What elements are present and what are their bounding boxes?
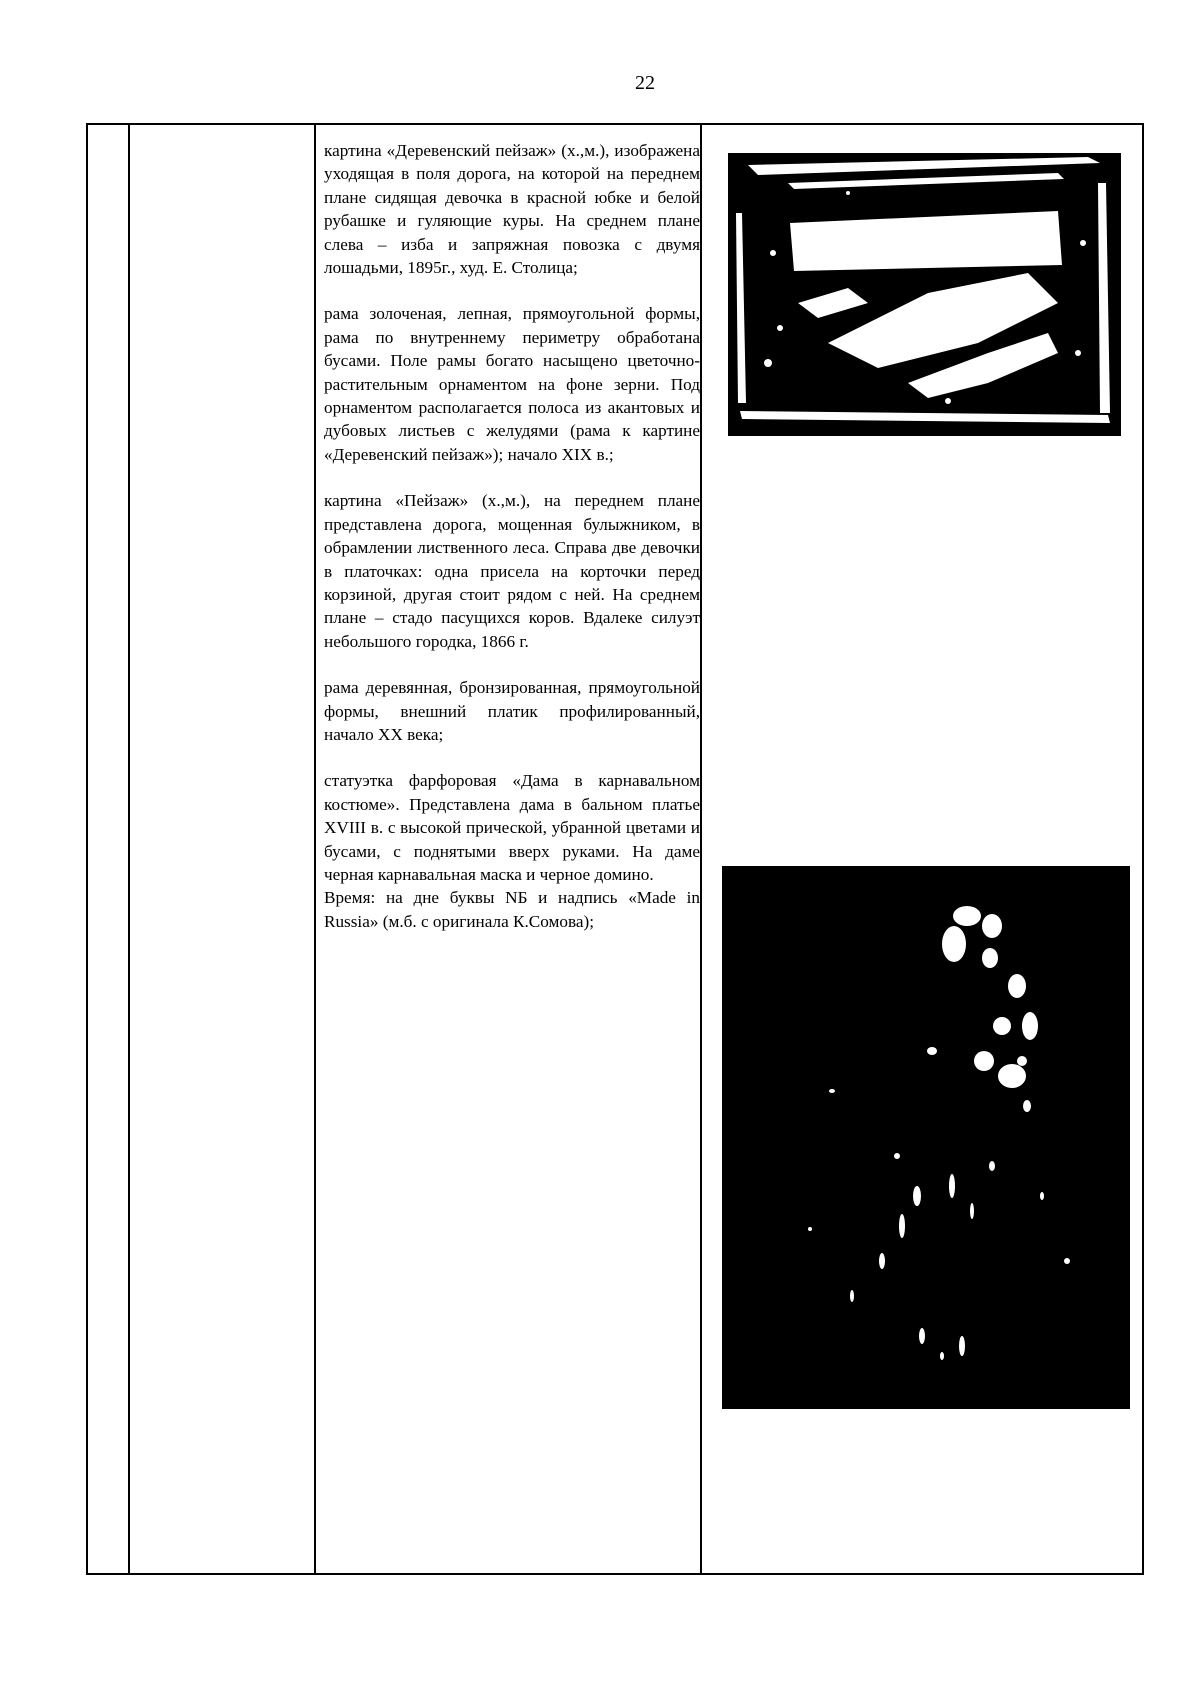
entry-painting-village-landscape: картина «Деревенский пейзаж» (х.,м.), изображена уходящая в поля дорога, на которой на переднем плане сидящая девочка в красной юбке и белой рубашке и гуляющие куры. На среднем плане слева – изба и запряжная повозка с двумя лошадьми, 1895г., худ. Е. Столица; [324,141,700,278]
page-number: 22 [635,72,655,94]
framed-painting-photo [728,153,1121,436]
entry-painting-landscape: картина «Пейзаж» (х.,м.), на переднем плане представлена дорога, мощенная булыжником, в обрамлении лиственного леса. Справа две девочки в платочках: одна присела на корточки перед корзиной, другая стоит рядом с ней. На среднем плане – стадо пасущихся коров. Вдалеке силуэт небольшого городка, 1866 г. [324,491,700,651]
entry-frame-gilded: рама золоченая, лепная, прямоугольной формы, рама по внутреннему периметру обработана бусами. Поле рамы богато насыщено цветочно-растительным орнаментом на фоне зерни. Под орнаментом располагается полоса из акантовых и дубовых листьев с желудями (рама к картине «Деревенский пейзаж»); начало XIX в.; [324,304,700,464]
inventory-table [86,123,1144,1575]
column-divider [314,125,316,1573]
column-divider [128,125,130,1573]
column-divider [700,125,702,1573]
description-column [324,139,700,933]
entry-frame-wooden: рама деревянная, бронзированная, прямоугольной формы, внешний платик профилированный, начало XX века; [324,678,700,744]
entry-porcelain-figurine: статуэтка фарфоровая «Дама в карнавальном костюме». Представлена дама в бальном платье XVIII в. с высокой прической, убранной цветами и бусами, с поднятыми вверх руками. На даме черная карнавальная маска и черное домино. Время: на дне буквы NБ и надпись «Made in Russia» (м.б. с оригинала К.Сомова); [324,771,700,931]
porcelain-figurine-photo [722,866,1130,1409]
